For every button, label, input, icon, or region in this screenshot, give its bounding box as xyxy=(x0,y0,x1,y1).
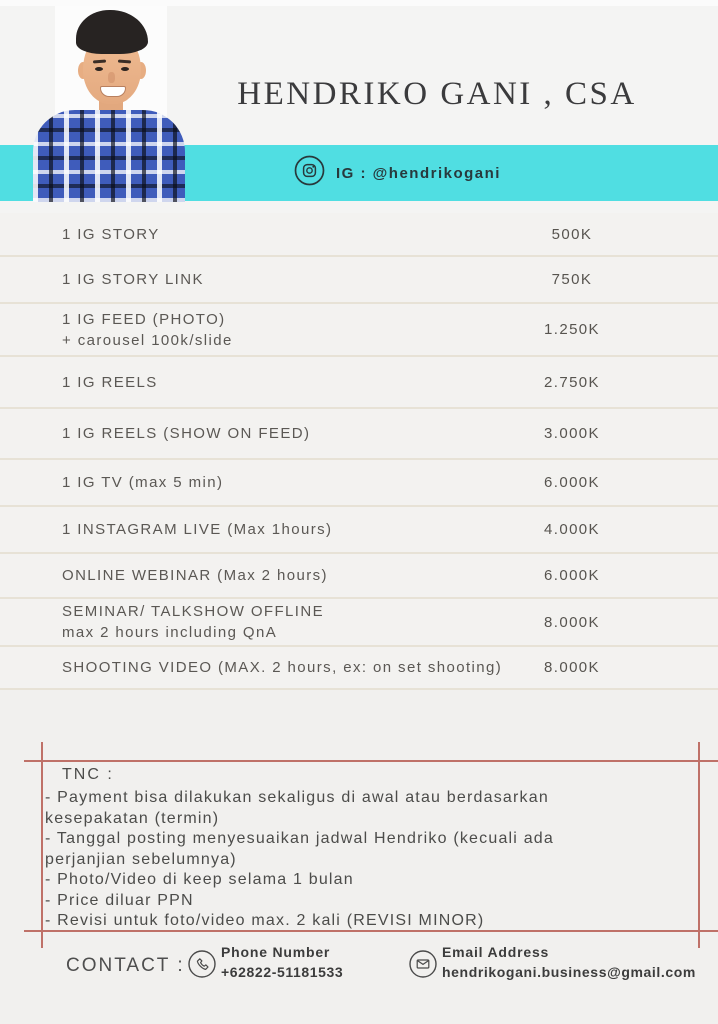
service-label: SHOOTING VIDEO (MAX. 2 hours, ex: on set shooting) xyxy=(62,659,503,676)
price-value: 6.000K xyxy=(544,474,600,491)
service-label: 1 INSTAGRAM LIVE (Max 1hours) xyxy=(62,521,333,538)
tnc-item: - Revisi untuk foto/video max. 2 kali (REVISI MINOR) xyxy=(45,912,485,929)
tnc-frame-line xyxy=(698,742,700,948)
price-row xyxy=(0,597,718,645)
price-row xyxy=(0,355,718,407)
price-value: 6.000K xyxy=(544,567,600,584)
phone-number: +62822-51181533 xyxy=(221,964,344,980)
price-value: 3.000K xyxy=(544,425,600,442)
tnc-frame-line xyxy=(41,742,43,948)
phone-contact xyxy=(221,944,343,980)
price-row xyxy=(0,302,718,355)
phone-label: Phone Number xyxy=(221,944,331,960)
tnc-frame-line xyxy=(24,760,718,762)
page-title: HENDRIKO GANI , CSA xyxy=(237,76,637,112)
email-contact xyxy=(442,944,696,980)
service-label: 1 IG FEED (PHOTO) xyxy=(62,310,226,328)
service-sublabel: + carousel 100k/slide xyxy=(62,331,233,349)
price-row xyxy=(0,407,718,458)
price-list xyxy=(0,213,718,690)
email-label: Email Address xyxy=(442,944,550,960)
service-label: SEMINAR/ TALKSHOW OFFLINE xyxy=(62,603,324,620)
price-row xyxy=(0,645,718,690)
service-label: 1 IG STORY LINK xyxy=(62,271,204,288)
profile-photo xyxy=(33,4,185,202)
tnc-item: - Tanggal posting menyesuaikan jadwal Hendriko (kecuali ada perjanjian sebelumnya) xyxy=(45,830,554,868)
instagram-icon xyxy=(294,155,325,191)
service-label: 1 IG REELS (SHOW ON FEED) xyxy=(62,425,311,442)
price-value: 4.000K xyxy=(544,521,600,538)
price-value: 2.750K xyxy=(544,373,600,391)
email-address: hendrikogani.business@gmail.com xyxy=(442,964,696,980)
price-value: 8.000K xyxy=(544,613,600,631)
service-label: 1 IG STORY xyxy=(62,225,160,243)
price-row xyxy=(0,505,718,552)
service-label: ONLINE WEBINAR (Max 2 hours) xyxy=(62,567,328,584)
instagram-handle: IG : @hendrikogani xyxy=(336,164,501,182)
tnc-item: - Payment bisa dilakukan sekaligus di awal atau berdasarkan kesepakatan (termin) xyxy=(45,789,549,827)
price-row xyxy=(0,552,718,597)
price-value: 8.000K xyxy=(544,659,600,676)
tnc-item: - Price diluar PPN xyxy=(45,891,194,909)
price-row xyxy=(0,255,718,302)
tnc-list xyxy=(45,788,611,932)
email-icon xyxy=(409,950,437,978)
service-label: 1 IG TV (max 5 min) xyxy=(62,474,224,491)
plaid-shirt xyxy=(33,110,185,202)
phone-icon xyxy=(188,950,216,978)
price-value: 500K xyxy=(551,225,593,243)
tnc-item: - Photo/Video di keep selama 1 bulan xyxy=(45,871,354,888)
price-row xyxy=(0,213,718,255)
price-value: 750K xyxy=(551,271,593,288)
price-value: 1.250K xyxy=(544,321,600,338)
service-label: 1 IG REELS xyxy=(62,373,158,391)
ig-handle-row xyxy=(294,154,501,192)
tnc-heading: TNC : xyxy=(62,766,114,783)
contact-heading: CONTACT : xyxy=(66,955,185,976)
price-row xyxy=(0,458,718,505)
service-sublabel: max 2 hours including QnA xyxy=(62,624,278,641)
